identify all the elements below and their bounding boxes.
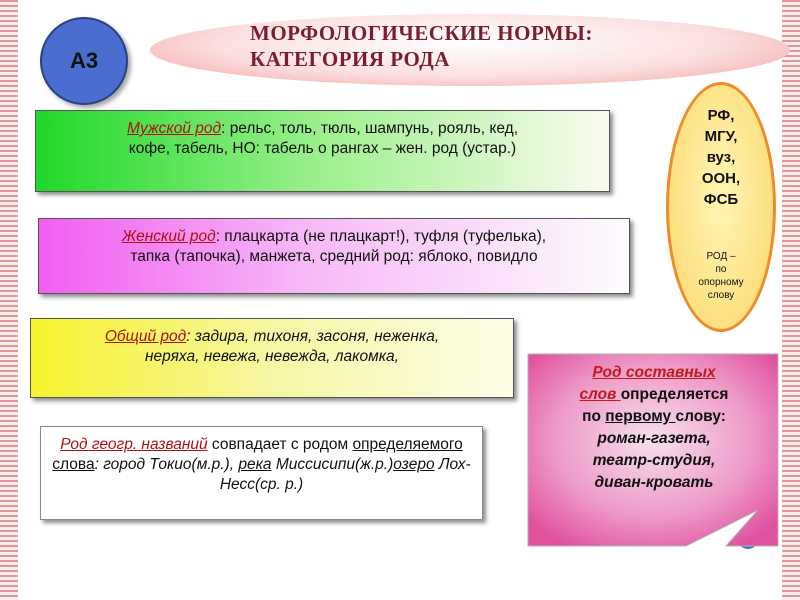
callout-title-2: слов: [579, 386, 621, 403]
right-decorative-border: [782, 0, 800, 600]
masculine-text-2: кофе, табель, НО: табель о рангах – жен. род (устар.): [128, 140, 517, 157]
common-label: Общий род: [104, 328, 187, 345]
note-line: опорному: [698, 277, 744, 288]
geo-ozero: озеро: [393, 456, 435, 473]
compound-words-callout: [526, 352, 782, 552]
masculine-text-1: : рельс, толь, тюль, шампунь, рояль, кед,: [221, 120, 519, 137]
callout-example-3: диван-кровать: [594, 474, 714, 491]
callout-first: первому: [605, 408, 676, 425]
masculine-gender-box: [35, 110, 610, 192]
title-line-1: МОРФОЛОГИЧЕСКИЕ НОРМЫ:: [250, 21, 593, 45]
common-gender-box: [30, 318, 514, 398]
masculine-label: Мужской род: [126, 120, 222, 137]
feminine-label: Женский род: [121, 228, 216, 245]
feminine-gender-box: [38, 218, 630, 294]
geo-label: Род геогр. названий: [60, 436, 208, 453]
callout-text-3: слову:: [675, 408, 726, 425]
badge-circle: [40, 17, 128, 105]
slide-title: [250, 20, 710, 72]
callout-example-2: театр-студия,: [592, 452, 716, 469]
left-decorative-border: [0, 0, 18, 600]
geo-defined-word: определяемого слова: [52, 436, 463, 473]
geo-reka: река: [238, 456, 272, 473]
geo-text-4: Лох-Несс(ср. р.): [219, 456, 471, 493]
note-line: слову: [707, 290, 735, 301]
abbr-item: ООН,: [701, 170, 741, 187]
badge-label: A3: [69, 48, 99, 73]
geographic-names-box: [40, 426, 483, 520]
note-line: РОД –: [706, 251, 736, 262]
title-line-2: КАТЕГОРИЯ РОДА: [250, 47, 450, 71]
abbr-item: вуз,: [706, 149, 736, 166]
geo-text-2: : город Токио(м.р.),: [94, 456, 235, 473]
abbr-item: МГУ,: [704, 128, 738, 145]
geo-text-3: Миссисипи(ж.р.): [271, 456, 394, 473]
callout-example-1: роман-газета,: [597, 430, 711, 447]
common-text-2: неряха, невежа, невежда, лакомка,: [145, 348, 399, 365]
geo-text-1: совпадает с родом: [207, 436, 349, 453]
common-text-1: : задира, тихоня, засоня, неженка,: [186, 328, 440, 345]
callout-title-1: Род составных: [592, 364, 716, 381]
callout-text-1: определяется: [620, 386, 729, 403]
abbr-item: ФСБ: [703, 191, 739, 208]
abbr-item: РФ,: [707, 107, 735, 124]
note-line: по: [715, 264, 727, 275]
callout-text: [536, 362, 772, 494]
feminine-text-2: тапка (тапочка), манжета, средний род: яблоко, повидло: [130, 248, 538, 265]
abbreviations-ellipse: [666, 82, 776, 332]
feminine-text-1: : плацкарта (не плацкарт!), туфля (туфелька),: [215, 228, 547, 245]
abbreviations-list: [669, 105, 773, 210]
abbreviations-note: [669, 250, 773, 302]
callout-text-2: по: [582, 408, 606, 425]
